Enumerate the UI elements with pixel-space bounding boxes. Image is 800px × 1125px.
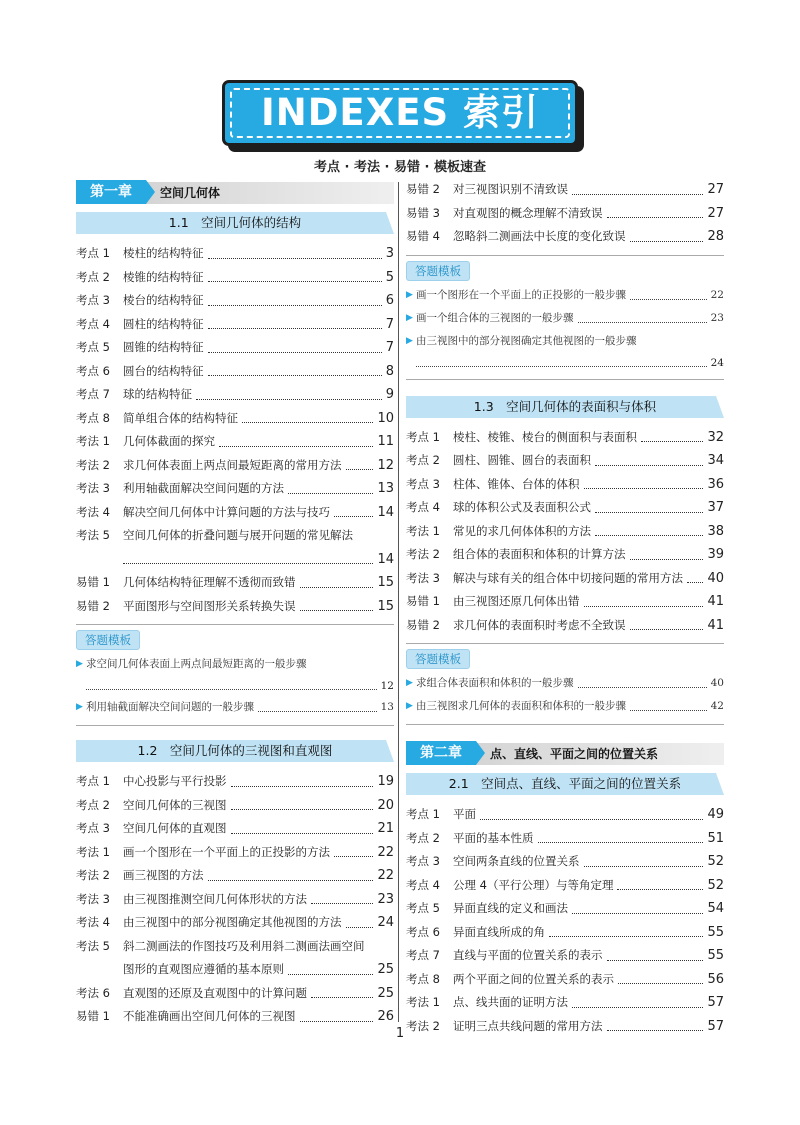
leader-dots — [208, 305, 382, 306]
entry-label: 易错 3 — [406, 205, 440, 220]
chapter-tag: 第一章 — [76, 180, 146, 204]
leader-dots — [219, 446, 373, 447]
toc-entry[interactable] — [76, 383, 394, 407]
entry-label: 考点 7 — [406, 948, 440, 962]
entry-text: 棱柱、棱锥、棱台的侧面积与表面积 — [453, 429, 637, 444]
leader-dots — [334, 856, 373, 857]
section-1-1-header: 1.1 空间几何体的结构 — [76, 212, 394, 234]
entry-label: 考点 6 — [76, 363, 110, 378]
entry-text: 直观图的还原及直观图中的计算问题 — [123, 985, 307, 1000]
leader-dots — [208, 375, 382, 376]
toc-entry[interactable] — [406, 225, 724, 249]
leader-dots — [196, 399, 382, 400]
toc-entry[interactable] — [76, 477, 394, 501]
entry-text: 由三视图推测空间几何体形状的方法 — [123, 891, 307, 906]
entry-text: 棱台的结构特征 — [123, 293, 204, 307]
template-page: 22 — [710, 288, 724, 301]
entry-page: 6 — [385, 293, 394, 308]
section-1-2-header: 1.2 空间几何体的三视图和直观图 — [76, 740, 394, 762]
entry-label: 考点 5 — [76, 340, 110, 354]
entry-label: 考点 3 — [406, 854, 440, 868]
leader-dots — [595, 465, 703, 466]
entry-label: 易错 4 — [406, 229, 440, 243]
entry-page: 9 — [385, 387, 394, 402]
entry-label: 考法 3 — [76, 891, 110, 906]
entry-label: 考法 2 — [406, 1018, 440, 1033]
entry-text: 异面直线的定义和画法 — [453, 901, 568, 915]
toc-entry[interactable] — [406, 897, 724, 921]
entry-page: 25 — [377, 962, 394, 977]
leader-dots — [572, 913, 703, 914]
entry-page: 22 — [377, 868, 394, 883]
entry-page: 23 — [377, 891, 394, 907]
entry-page: 34 — [707, 453, 724, 468]
entry-text: 圆锥的结构特征 — [123, 340, 204, 354]
entry-text: 画三视图的方法 — [123, 868, 204, 882]
template-text: 求空间几何体表面上两点间最短距离的一般步骤 — [86, 658, 307, 670]
entry-text: 圆柱、圆锥、圆台的表面积 — [453, 453, 591, 467]
entry-text: 球的结构特征 — [123, 387, 192, 401]
leader-dots — [346, 469, 374, 470]
entry-label: 易错 2 — [406, 182, 440, 196]
entry-text: 忽略斜二测画法中长度的变化致误 — [453, 229, 626, 243]
entry-text: 空间几何体的直观图 — [123, 821, 227, 835]
entry-page: 25 — [377, 985, 394, 1001]
toc-entry-multiline[interactable] — [76, 524, 394, 571]
leader-dots — [584, 866, 704, 867]
entry-page: 56 — [707, 971, 724, 987]
entry-label: 易错 1 — [76, 575, 110, 589]
leader-dots — [311, 903, 373, 904]
entry-text: 几何体结构特征理解不透彻而致错 — [123, 575, 296, 589]
entry-label: 易错 1 — [406, 594, 440, 608]
entry-label: 考法 6 — [76, 985, 110, 1000]
toc-entry[interactable] — [406, 991, 724, 1015]
entry-page: 15 — [377, 598, 394, 614]
entry-page: 11 — [377, 434, 394, 449]
template-page: 12 — [380, 680, 394, 692]
template-item[interactable] — [406, 307, 724, 330]
entry-text: 空间几何体的折叠问题与展开问题的常见解法 — [123, 528, 353, 542]
entry-label: 考法 1 — [76, 844, 110, 859]
left-column — [76, 178, 394, 1029]
entry-label: 考点 4 — [406, 500, 440, 514]
toc-entry[interactable] — [406, 874, 724, 898]
entry-page: 39 — [707, 547, 724, 562]
triangle-arrow-icon: ▶ — [406, 335, 413, 346]
entry-text: 组合体的表面积和体积的计算方法 — [453, 547, 626, 561]
entry-text: 几何体截面的探究 — [123, 434, 215, 448]
triangle-arrow-icon: ▶ — [406, 701, 413, 711]
toc-entry[interactable] — [76, 571, 394, 595]
leader-dots — [208, 328, 382, 329]
entry-page: 15 — [377, 575, 394, 590]
toc-entry[interactable] — [76, 888, 394, 912]
entry-text: 对直观图的概念理解不清致误 — [453, 205, 603, 220]
template-item[interactable] — [406, 695, 724, 718]
template-text: 由三视图中的部分视图确定其他视图的一般步骤 — [416, 334, 637, 347]
entry-label: 考点 4 — [76, 316, 110, 331]
entry-text-line2: 图形的直观图应遵循的基本原则 — [123, 962, 284, 976]
chapter-tag: 第二章 — [406, 741, 476, 765]
toc-entry[interactable] — [76, 407, 394, 431]
entry-page: 49 — [707, 807, 724, 822]
page-title: INDEXES 索引 — [260, 91, 540, 134]
leader-dots — [578, 322, 707, 323]
toc-entry[interactable] — [406, 473, 724, 497]
entry-page: 3 — [385, 246, 394, 261]
leader-dots — [630, 629, 704, 630]
leader-dots — [334, 516, 373, 517]
leader-dots — [258, 711, 377, 712]
chapter-1-header — [76, 178, 394, 206]
column-divider — [398, 182, 399, 1022]
toc-entry[interactable] — [76, 864, 394, 888]
triangle-arrow-icon: ▶ — [406, 678, 413, 688]
entry-text: 画一个图形在一个平面上的正投影的方法 — [123, 844, 330, 859]
entry-page: 13 — [377, 481, 394, 496]
template-item[interactable] — [76, 653, 394, 696]
leader-dots — [584, 606, 704, 607]
entry-text: 异面直线所成的角 — [453, 924, 545, 939]
toc-entry[interactable] — [76, 841, 394, 865]
answer-template-box — [406, 643, 724, 725]
entry-label: 考法 2 — [76, 457, 110, 472]
section-2-1-header: 2.1 空间点、直线、平面之间的位置关系 — [406, 773, 724, 795]
leader-dots — [300, 610, 374, 611]
toc-entry[interactable] — [406, 178, 724, 202]
entry-page: 14 — [377, 504, 394, 520]
entry-page: 19 — [377, 774, 394, 789]
entry-label: 考法 2 — [406, 547, 440, 561]
entry-text: 公理 4（平行公理）与等角定理 — [453, 877, 614, 892]
leader-dots — [480, 819, 703, 820]
leader-dots — [630, 299, 707, 300]
entry-label: 考法 4 — [76, 915, 110, 929]
entry-label: 考点 5 — [406, 901, 440, 915]
leader-dots — [231, 809, 374, 810]
entry-page: 28 — [707, 229, 724, 244]
leader-dots — [231, 833, 374, 834]
toc-entry[interactable] — [76, 911, 394, 935]
toc-entry[interactable] — [406, 567, 724, 591]
entry-page: 55 — [707, 924, 724, 940]
leader-dots — [288, 493, 373, 494]
entry-label: 考点 1 — [76, 246, 110, 260]
leader-dots — [607, 217, 704, 218]
entry-text: 平面 — [453, 807, 476, 821]
entry-text: 解决与球有关的组合体中切接问题的常用方法 — [453, 570, 683, 585]
toc-entry[interactable] — [406, 496, 724, 520]
leader-dots — [595, 512, 703, 513]
entry-page: 52 — [707, 877, 724, 893]
entry-label: 考法 1 — [406, 523, 440, 538]
toc-entry[interactable] — [406, 921, 724, 945]
leader-dots — [578, 687, 707, 688]
entry-label: 考法 4 — [76, 504, 110, 519]
entry-label: 考点 2 — [76, 797, 110, 812]
entry-text: 中心投影与平行投影 — [123, 774, 227, 788]
entry-label: 考点 6 — [406, 924, 440, 939]
entry-text: 求几何体表面上两点间最短距离的常用方法 — [123, 457, 342, 472]
toc-entry[interactable] — [76, 336, 394, 360]
entry-page: 10 — [377, 410, 394, 426]
entry-text: 简单组合体的结构特征 — [123, 410, 238, 425]
entry-text: 空间两条直线的位置关系 — [453, 854, 580, 868]
template-page: 13 — [380, 701, 394, 713]
leader-dots — [538, 842, 704, 843]
leader-dots — [630, 559, 704, 560]
entry-label: 考点 2 — [406, 830, 440, 845]
leader-dots — [208, 880, 374, 881]
entry-label: 易错 2 — [406, 617, 440, 632]
entry-page: 55 — [707, 948, 724, 963]
entry-label: 考法 1 — [406, 995, 440, 1009]
entry-label: 考点 8 — [76, 410, 110, 425]
leader-dots — [572, 194, 703, 195]
entry-text: 空间几何体的三视图 — [123, 797, 227, 812]
toc-entry[interactable] — [76, 313, 394, 337]
entry-page: 41 — [707, 594, 724, 609]
leader-dots — [346, 927, 374, 928]
chapter-title: 点、直线、平面之间的位置关系 — [490, 747, 659, 761]
template-text: 画一个组合体的三视图的一般步骤 — [416, 311, 574, 324]
toc-entry[interactable] — [406, 520, 724, 544]
entry-label: 考点 7 — [76, 387, 110, 401]
right-column — [406, 178, 724, 1038]
toc-entry[interactable] — [406, 944, 724, 968]
page-subtitle: 考点 · 考法 · 易错 · 模板速查 — [314, 160, 486, 175]
entry-page: 7 — [385, 340, 394, 355]
entry-label: 考点 8 — [406, 971, 440, 986]
entry-page: 14 — [377, 551, 394, 567]
leader-dots — [584, 488, 704, 489]
leader-dots — [618, 983, 703, 984]
template-tag: 答题模板 — [406, 649, 470, 669]
template-text: 利用轴截面解决空间问题的一般步骤 — [86, 701, 254, 713]
toc-entry[interactable] — [406, 803, 724, 827]
entry-text: 常见的求几何体体积的方法 — [453, 523, 591, 538]
entry-label: 考点 1 — [406, 807, 440, 821]
toc-entry[interactable] — [76, 266, 394, 290]
title-panel — [222, 80, 578, 146]
toc-entry[interactable] — [76, 595, 394, 619]
toc-entry[interactable] — [76, 817, 394, 841]
toc-entry[interactable] — [406, 202, 724, 226]
entry-text: 解决空间几何体中计算问题的方法与技巧 — [123, 504, 330, 519]
leader-dots — [630, 241, 704, 242]
leader-dots — [687, 582, 703, 583]
leader-dots — [572, 1007, 703, 1008]
leader-dots — [208, 352, 382, 353]
template-page: 24 — [710, 356, 724, 369]
entry-page: 38 — [707, 523, 724, 539]
entry-page: 22 — [377, 844, 394, 860]
entry-text: 两个平面之间的位置关系的表示 — [453, 971, 614, 986]
toc-entry[interactable] — [76, 289, 394, 313]
entry-label: 考点 4 — [406, 877, 440, 892]
template-text: 由三视图求几何体的表面积和体积的一般步骤 — [416, 700, 626, 712]
entry-label: 考法 5 — [76, 528, 110, 542]
toc-entry[interactable] — [76, 1005, 394, 1029]
leader-dots — [300, 587, 374, 588]
template-page: 23 — [710, 311, 724, 324]
entry-page: 41 — [707, 617, 724, 633]
leader-dots — [416, 366, 707, 367]
entry-label: 考点 1 — [406, 429, 440, 444]
entry-page: 7 — [385, 316, 394, 332]
entry-text: 棱柱的结构特征 — [123, 246, 204, 260]
toc-entry[interactable] — [406, 968, 724, 992]
toc-entry[interactable] — [76, 454, 394, 478]
template-item[interactable] — [406, 672, 724, 695]
entry-text: 由三视图中的部分视图确定其他视图的方法 — [123, 915, 342, 929]
entry-text: 平面的基本性质 — [453, 830, 534, 845]
entry-text: 不能准确画出空间几何体的三视图 — [123, 1009, 296, 1023]
entry-label: 考点 2 — [76, 269, 110, 284]
triangle-arrow-icon: ▶ — [406, 289, 413, 300]
triangle-arrow-icon: ▶ — [76, 659, 83, 669]
toc-entry[interactable] — [76, 794, 394, 818]
toc-entry[interactable] — [76, 242, 394, 266]
entry-text: 直线与平面的位置关系的表示 — [453, 948, 603, 962]
chapter-title: 空间几何体 — [160, 186, 221, 200]
template-item[interactable] — [406, 330, 724, 373]
entry-text: 圆柱的结构特征 — [123, 316, 204, 331]
entry-text: 圆台的结构特征 — [123, 363, 204, 378]
entry-text: 柱体、锥体、台体的体积 — [453, 476, 580, 491]
leader-dots — [311, 997, 373, 998]
toc-entry[interactable] — [76, 501, 394, 525]
entry-page: 8 — [385, 363, 394, 379]
leader-dots — [607, 960, 704, 961]
leader-dots — [208, 281, 382, 282]
entry-text: 棱锥的结构特征 — [123, 269, 204, 284]
template-page: 42 — [710, 700, 724, 712]
entry-label: 考点 2 — [406, 453, 440, 467]
entry-text: 平面图形与空间图形关系转换失误 — [123, 598, 296, 613]
entry-page: 54 — [707, 901, 724, 916]
entry-page: 20 — [377, 797, 394, 813]
entry-label: 易错 1 — [76, 1009, 110, 1023]
entry-text: 由三视图还原几何体出错 — [453, 594, 580, 608]
leader-dots — [208, 258, 382, 259]
entry-text: 利用轴截面解决空间问题的方法 — [123, 481, 284, 495]
entry-label: 考点 3 — [76, 293, 110, 307]
entry-label: 考点 1 — [76, 774, 110, 788]
toc-entry[interactable] — [76, 360, 394, 384]
leader-dots — [549, 936, 703, 937]
entry-page: 32 — [707, 429, 724, 445]
leader-dots — [617, 889, 703, 890]
toc-entry[interactable] — [406, 614, 724, 638]
triangle-arrow-icon: ▶ — [406, 312, 413, 323]
leader-dots — [630, 710, 707, 711]
toc-entry[interactable] — [76, 770, 394, 794]
triangle-arrow-icon: ▶ — [76, 702, 83, 712]
entry-label: 考法 2 — [76, 868, 110, 882]
section-1-3-header: 1.3 空间几何体的表面积与体积 — [406, 396, 724, 418]
entry-label: 考法 1 — [76, 434, 110, 448]
answer-template-box — [406, 255, 724, 380]
entry-text: 点、线共面的证明方法 — [453, 995, 568, 1009]
entry-text: 证明三点共线问题的常用方法 — [453, 1018, 603, 1033]
entry-page: 24 — [377, 915, 394, 930]
leader-dots — [86, 689, 377, 690]
entry-page: 51 — [707, 830, 724, 846]
entry-text: 求几何体的表面积时考虑不全致误 — [453, 617, 626, 632]
toc-entry[interactable] — [406, 590, 724, 614]
entry-page: 57 — [707, 995, 724, 1010]
template-tag: 答题模板 — [406, 261, 470, 281]
entry-label: 易错 2 — [76, 598, 110, 613]
toc-entry[interactable] — [406, 543, 724, 567]
template-tag: 答题模板 — [76, 630, 140, 650]
page-number: 1 — [395, 1026, 405, 1041]
toc-entry[interactable] — [76, 982, 394, 1006]
entry-label: 考法 3 — [76, 481, 110, 495]
leader-dots — [123, 563, 373, 564]
entry-page: 26 — [377, 1009, 394, 1024]
entry-page: 21 — [377, 821, 394, 836]
entry-page: 52 — [707, 854, 724, 869]
entry-label: 考点 3 — [76, 821, 110, 835]
leader-dots — [300, 1021, 374, 1022]
template-item[interactable] — [76, 696, 394, 719]
entry-page: 40 — [707, 570, 724, 586]
entry-page: 27 — [707, 205, 724, 221]
leader-dots — [641, 441, 703, 442]
entry-label: 考法 5 — [76, 938, 110, 953]
toc-entry[interactable] — [406, 827, 724, 851]
toc-entry[interactable] — [406, 426, 724, 450]
template-item[interactable] — [406, 284, 724, 307]
entry-page: 57 — [707, 1018, 724, 1034]
leader-dots — [231, 786, 374, 787]
leader-dots — [242, 422, 373, 423]
leader-dots — [288, 974, 373, 975]
leader-dots — [595, 535, 703, 536]
entry-text: 球的体积公式及表面积公式 — [453, 500, 591, 514]
entry-label: 考法 3 — [406, 570, 440, 585]
chapter-2-header — [406, 739, 724, 767]
entry-page: 5 — [385, 269, 394, 285]
entry-page: 12 — [377, 457, 394, 473]
answer-template-box — [76, 624, 394, 726]
toc-entry[interactable] — [406, 449, 724, 473]
toc-entry[interactable] — [76, 430, 394, 454]
toc-entry[interactable] — [406, 850, 724, 874]
entry-label: 考点 3 — [406, 476, 440, 491]
entry-text: 对三视图识别不清致误 — [453, 182, 568, 196]
template-text: 画一个图形在一个平面上的正投影的一般步骤 — [416, 288, 626, 301]
entry-page: 37 — [707, 500, 724, 515]
template-text: 求组合体表面积和体积的一般步骤 — [416, 677, 574, 689]
entry-text: 斜二测画法的作图技巧及利用斜二测画法画空间 — [123, 938, 365, 953]
toc-entry-multiline[interactable] — [76, 935, 394, 982]
entry-page: 27 — [707, 182, 724, 197]
title-banner — [222, 80, 578, 146]
template-page: 40 — [710, 677, 724, 689]
entry-page: 36 — [707, 476, 724, 492]
